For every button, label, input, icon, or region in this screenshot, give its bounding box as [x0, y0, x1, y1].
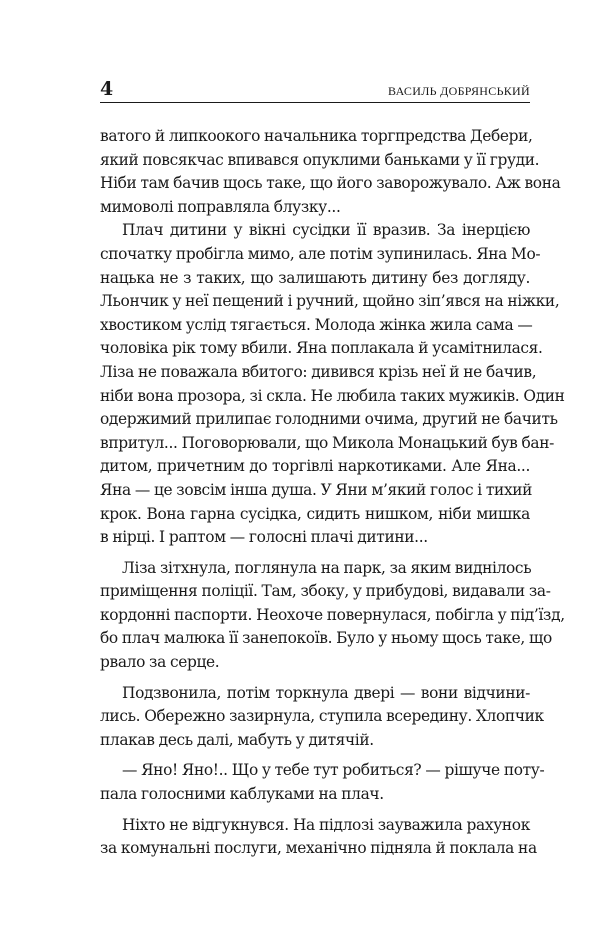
text-line: — Яно! Яно!.. Що у тебе тут робиться? — рішуче поту-: [122, 761, 545, 780]
text-line: Ліза не поважала вбитого: дивився крізь неї й не бачив,: [100, 362, 537, 381]
text-line: в нірці. І раптом — голосні плачі дитини...: [100, 528, 428, 547]
text-line: чоловіка рік тому вбили. Яна поплакала й усамітнилася.: [100, 339, 543, 358]
body-text: [100, 125, 565, 861]
text-line: кордонні паспорти. Неохоче повернулася, побігла у під’їзд,: [100, 605, 565, 624]
running-head-author: ВАСИЛЬ ДОБРЯНСЬКИЙ: [388, 84, 530, 98]
text-line: який повсякчас впивався опуклими баньками у її груди.: [100, 150, 540, 169]
text-line: впритул... Поговорювали, що Микола Монацький був бан-: [100, 433, 555, 452]
paragraph-gap: [100, 550, 530, 557]
text-line: спочатку пробігла мимо, але потім зупинилась. Яна Мо-: [100, 244, 541, 263]
text-line: Плач дитини у вікні сусідки її вразив. За інерцією: [122, 221, 530, 240]
text-line: рвало за серце.: [100, 653, 220, 672]
text-line: Подзвонила, потім торкнула двері — вони відчини-: [122, 683, 530, 702]
page-number: 4: [100, 78, 114, 100]
text-line: Ніби там бачив щось таке, що його заворожувало. Аж вона: [100, 174, 561, 193]
paragraph-gap: [100, 752, 530, 759]
text-line: за комунальні послуги, механічно підняла й поклала на: [100, 839, 537, 858]
text-line: нацька не з таких, що залишають дитину без догляду.: [100, 268, 530, 287]
text-line: ніби вона прозора, зі скла. Не любила таких мужиків. Один: [100, 386, 565, 405]
text-line: хвостиком услід тягається. Молода жінка жила сама —: [100, 315, 533, 334]
text-line: приміщення поліції. Там, збоку, у прибудові, видавали за-: [100, 582, 551, 601]
text-line: дитом, причетним до торгівлі наркотиками. Але Яна...: [100, 457, 530, 476]
paragraph-gap: [100, 807, 530, 814]
text-line: Льончик у неї пещений і ручний, щойно зіп’явся на ніжки,: [100, 292, 560, 311]
header-rule: [100, 102, 530, 103]
text-line: мимоволі поправляла блузку...: [100, 197, 341, 216]
text-line: ватого й липкоокого начальника торгпредства Дебери,: [100, 127, 533, 145]
text-line: бо плач малюка її занепокоїв. Було у ньому щось таке, що: [100, 629, 552, 648]
text-line: Ліза зітхнула, поглянула на парк, за яким виднілось: [122, 558, 532, 577]
paragraph-gap: [100, 675, 530, 682]
text-line: крок. Вона гарна сусідка, сидить нишком, ніби мишка: [100, 504, 530, 523]
text-line: лись. Обережно зазирнула, ступила всередину. Хлопчик: [100, 707, 544, 726]
page-header: [100, 76, 530, 108]
text-line: пала голосними каблуками на плач.: [100, 785, 384, 804]
text-line: Яна — це зовсім інша душа. У Яни м’який голос і тихий: [100, 480, 533, 499]
text-line: плакав десь далі, мабуть у дитячій.: [100, 730, 374, 749]
text-line: одержимий прилипає голодними очима, другий не бачить: [100, 410, 558, 429]
text-line: Ніхто не відгукнувся. На підлозі зауважила рахунок: [122, 815, 530, 834]
